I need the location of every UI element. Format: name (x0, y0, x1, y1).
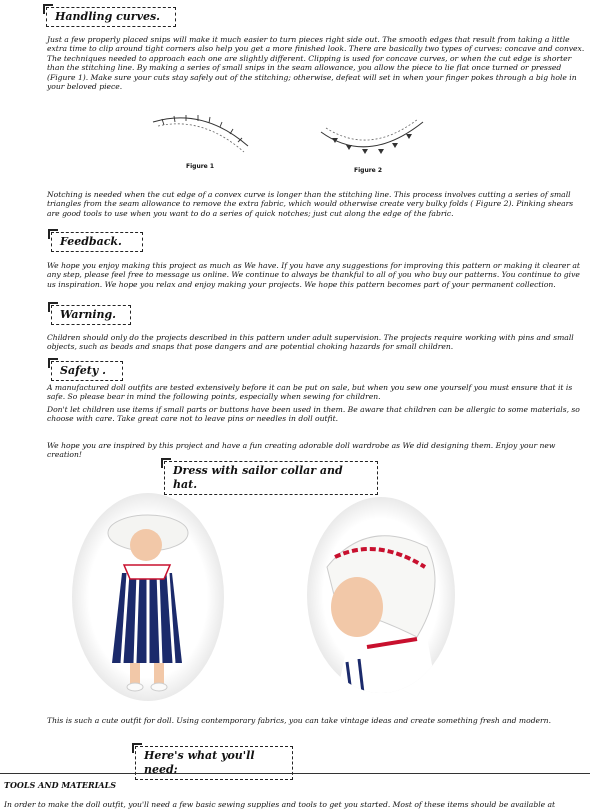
heading-text: Here's what you'll need: (144, 749, 255, 776)
heading-handling-curves (46, 7, 176, 27)
tools-materials-title: TOOLS AND MATERIALS (4, 780, 116, 790)
figure-1-caption: Figure 1 (186, 163, 215, 170)
section-divider (0, 773, 590, 774)
paragraph-warning: Children should only do the projects described in this pattern under adult supervision. The projects require working with pins and small objects, such as beads and snaps that pose dangers and are potential choking hazards for small children. (47, 333, 574, 352)
paragraph-cute-outfit: This is such a cute outfit for doll. Using contemporary fabrics, you can take vintage ideas and create something fresh and modern. (47, 716, 551, 725)
paragraph-curves: Just a few properly placed snips will make it much easier to turn pieces right side out. The smooth edges that result from taking a little extra time to clip around tight corners also help you get a more finished look. There are basically two types of curves: concave and convex. The techniques needed to approach each one are slightly different. Clipping is used for concave curves, or when the cut edge is shorter than the stitching line. By making a series of small snips in the seam allowance, you allow the piece to lie flat once turned or pressed (Figure 1). Make sure your cuts stay safely out of the stitching; otherwise, defeat will set in when your finger pokes through a big hole in your beloved piece. (47, 35, 585, 92)
heading-warning (51, 305, 131, 325)
heading-text: Handling curves. (55, 10, 160, 23)
paragraph-feedback: We hope you enjoy making this project as much as We have. If you have any suggestions for improving this pattern or making it clearer at any step, please feel free to message us online. We continue to always be thankful to all of you who buy our patterns. You continue to give us inspiration. We hope you relax and enjoy making your projects. We hope this pattern becomes part of your permanent collection. (47, 261, 580, 289)
heading-text: Safety . (60, 364, 106, 377)
paragraph-notching: Notching is needed when the cut edge of a convex curve is longer than the stitching line. This process involves cutting a series of small triangles from the seam allowance to remove the extra fabric, which would otherwise create very bulky folds ( Figure 2). Pinking shears are good tools to use when you want to do a series of quick notches; just cut along the edge of the fabric. (47, 190, 574, 218)
heading-text: Dress with sailor collar and hat. (173, 464, 343, 491)
tools-materials-text: In order to make the doll outfit, you'll need a few basic sewing supplies and tools to get you started. Most of these items should be available at (4, 800, 556, 809)
doll-photo-standing (72, 493, 224, 701)
heading-text: Warning. (60, 308, 117, 321)
paragraph-safety-2: Don't let children use items if small parts or buttons have been used in them. Be aware that children can be allergic to some materials, so choose with care. Take great care not to leave pins or needles in doll outfit. (47, 405, 580, 424)
heading-text: Feedback. (60, 235, 122, 248)
figure-2-caption: Figure 2 (354, 167, 383, 174)
heading-safety (51, 361, 123, 381)
heading-what-you-need (135, 746, 293, 780)
figure-2-convex (318, 116, 428, 158)
paragraph-inspired: We hope you are inspired by this project and have a fun creating adorable doll wardrobe as We did designing them. Enjoy your new creation! (47, 441, 556, 460)
heading-feedback (51, 232, 143, 252)
figure-1-concave (148, 112, 258, 160)
paragraph-safety-1: A manufactured doll outfits are tested extensively before it can be put on sale, but when you sew one yourself you must ensure that it is safe. So please bear in mind the following points, especially when sewing for children. (47, 383, 573, 402)
heading-dress (164, 461, 378, 495)
doll-photo-hat-closeup (307, 497, 455, 693)
